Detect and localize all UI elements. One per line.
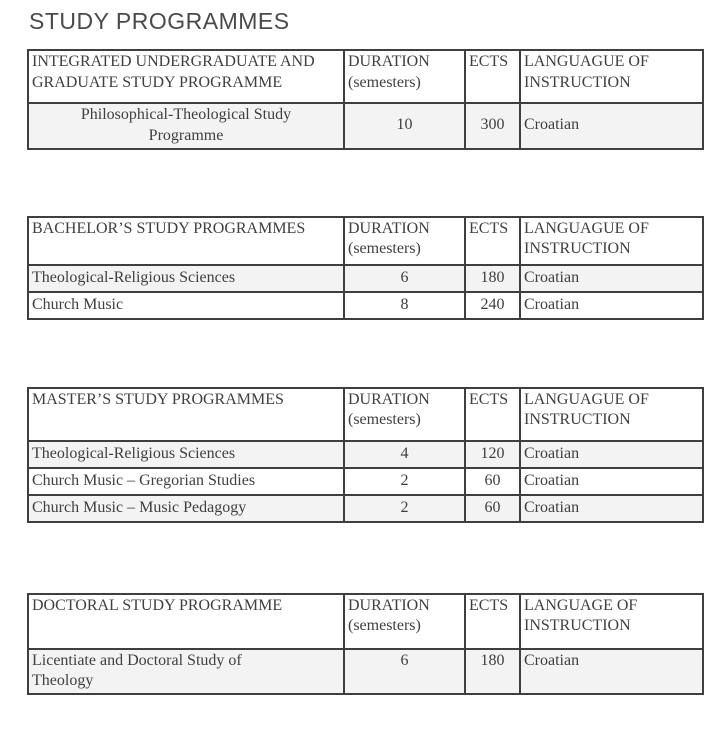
programme-cell (28, 103, 344, 149)
ects-cell: 300 (465, 103, 520, 149)
table-header-row (28, 388, 703, 441)
category-header-cell: INTEGRATED UNDERGRADUATE AND GRADUATE STUDY PROGRAMME (28, 50, 344, 103)
duration-cell: 6 (344, 265, 465, 292)
programme-cell: Theological-Religious Sciences (28, 441, 344, 468)
table-row (28, 495, 703, 522)
duration-label: DURATION (348, 219, 430, 237)
programme-cell: Church Music – Music Pedagogy (28, 495, 344, 522)
duration-label: DURATION (348, 596, 430, 614)
duration-header-cell (344, 388, 465, 441)
table-header-row (28, 594, 703, 649)
duration-note: (semesters) (348, 411, 421, 429)
ects-header-cell: ECTS (465, 388, 520, 441)
integrated-programme-table (27, 49, 704, 150)
category-header-cell: DOCTORAL STUDY PROGRAMME (28, 594, 344, 649)
duration-note: (semesters) (348, 73, 421, 91)
language-cell: Croatian (520, 468, 703, 495)
ects-cell: 60 (465, 495, 520, 522)
language-header-cell: LANGUAGUE OF INSTRUCTION (520, 50, 703, 103)
duration-label: DURATION (348, 390, 430, 408)
duration-note: (semesters) (348, 240, 421, 258)
duration-header-cell (344, 594, 465, 649)
table-row (28, 468, 703, 495)
programme-cell (28, 649, 344, 695)
ects-cell: 180 (465, 649, 520, 695)
ects-cell: 60 (465, 468, 520, 495)
table-header-row (28, 50, 703, 103)
bachelors-programmes-table (27, 216, 704, 320)
duration-cell: 4 (344, 441, 465, 468)
masters-programmes-table (27, 387, 704, 523)
language-header-cell: LANGUAGUE OF INSTRUCTION (520, 217, 703, 265)
duration-cell: 2 (344, 468, 465, 495)
duration-cell: 8 (344, 292, 465, 319)
duration-header-cell (344, 217, 465, 265)
ects-header-cell: ECTS (465, 594, 520, 649)
table-row (28, 292, 703, 319)
language-cell: Croatian (520, 495, 703, 522)
programme-cell: Church Music (28, 292, 344, 319)
ects-cell: 120 (465, 441, 520, 468)
duration-cell: 10 (344, 103, 465, 149)
programme-name: Licentiate and Doctoral Study of Theology (32, 651, 242, 690)
table-row (28, 265, 703, 292)
category-header-cell: BACHELOR’S STUDY PROGRAMMES (28, 217, 344, 265)
ects-cell: 180 (465, 265, 520, 292)
doctoral-programme-table (27, 593, 704, 696)
duration-label: DURATION (348, 53, 430, 70)
category-header-cell: MASTER’S STUDY PROGRAMMES (28, 388, 344, 441)
ects-header-cell: ECTS (465, 50, 520, 103)
table-header-row (28, 217, 703, 265)
language-cell: Croatian (520, 103, 703, 149)
duration-note: (semesters) (348, 617, 421, 635)
ects-cell: 240 (465, 292, 520, 319)
duration-cell: 2 (344, 495, 465, 522)
duration-header-cell (344, 50, 465, 103)
table-row (28, 441, 703, 468)
language-cell: Croatian (520, 265, 703, 292)
programme-name: Philosophical-Theological Study Programme (80, 106, 292, 144)
language-header-cell: LANGUAGUE OF INSTRUCTION (520, 388, 703, 441)
ects-header-cell: ECTS (465, 217, 520, 265)
language-cell: Croatian (520, 441, 703, 468)
page-title: STUDY PROGRAMMES (29, 8, 290, 34)
programme-cell: Church Music – Gregorian Studies (28, 468, 344, 495)
language-cell: Croatian (520, 649, 703, 695)
language-header-cell: LANGUAGE OF INSTRUCTION (520, 594, 703, 649)
language-cell: Croatian (520, 292, 703, 319)
programme-cell: Theological-Religious Sciences (28, 265, 344, 292)
table-row (28, 103, 703, 149)
table-row (28, 649, 703, 695)
duration-cell: 6 (344, 649, 465, 695)
